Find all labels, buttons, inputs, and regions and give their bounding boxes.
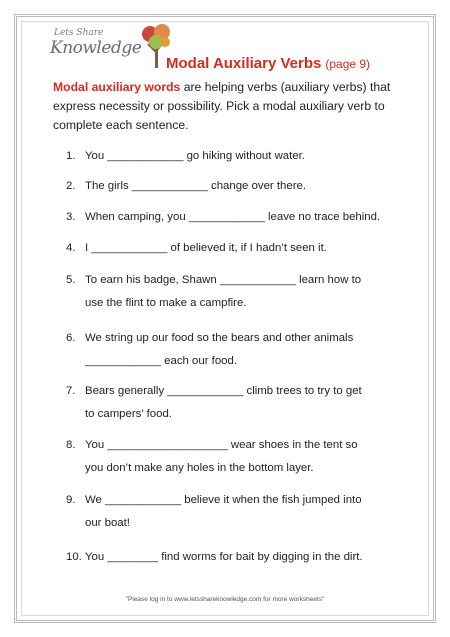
question-2 <box>66 180 306 192</box>
question-text-continued: our boat! <box>85 517 130 529</box>
question-number: 4. <box>66 242 76 254</box>
question-9 <box>66 494 362 529</box>
title-main: Modal Auxiliary Verbs <box>166 55 322 72</box>
question-text: I ____________ of believed it, if I hadn’t seen it. <box>85 242 327 254</box>
question-number: 9. <box>66 494 76 506</box>
question-7 <box>66 385 362 420</box>
question-10 <box>66 551 363 563</box>
question-number: 2. <box>66 180 76 192</box>
question-number: 7. <box>66 385 76 397</box>
question-text: To earn his badge, Shawn ____________ learn how to <box>85 274 362 286</box>
question-number: 8. <box>66 439 76 451</box>
logo-text-top: Lets Share <box>54 28 104 38</box>
question-8 <box>66 439 358 474</box>
question-text-continued: ____________ each our food. <box>85 355 238 367</box>
question-4 <box>66 242 327 254</box>
instructions <box>53 78 408 135</box>
question-text-continued: to campers’ food. <box>85 408 172 420</box>
question-number: 10. <box>66 551 82 563</box>
footer-note: "Please log in to www.letsshareknowledge.com for more worksheets" <box>125 596 325 603</box>
question-text-continued: you don’t make any holes in the bottom layer. <box>85 462 314 474</box>
question-5 <box>66 274 361 309</box>
question-text: We string up our food so the bears and other animals <box>85 332 354 344</box>
question-text: You ____________ go hiking without water. <box>85 150 305 162</box>
page-title <box>166 55 370 73</box>
question-text: When camping, you ____________ leave no trace behind. <box>85 211 381 223</box>
question-number: 3. <box>66 211 76 223</box>
question-1 <box>66 150 305 162</box>
question-number: 6. <box>66 332 76 344</box>
logo <box>40 22 175 76</box>
question-number: 5. <box>66 274 76 286</box>
question-text: You ________ find worms for bait by digging in the dirt. <box>85 551 363 563</box>
logo-text-main: Knowledge <box>50 38 142 58</box>
instructions-lead: Modal auxiliary words <box>53 80 181 94</box>
question-text-continued: use the flint to make a campfire. <box>85 297 247 309</box>
question-text: Bears generally ____________ climb trees to try to get <box>85 385 362 397</box>
question-number: 1. <box>66 150 76 162</box>
question-6 <box>66 332 353 367</box>
question-text: The girls ____________ change over there. <box>85 180 307 192</box>
instructions-text: are helping verbs (auxiliary verbs) that express necessity or possibility. Pick a modal auxiliary verb to complete each sentence. <box>53 80 391 132</box>
question-text: You ___________________ wear shoes in the tent so <box>85 439 358 451</box>
title-page-number: (page 9) <box>325 57 371 71</box>
question-3 <box>66 211 380 223</box>
question-text: We ____________ believe it when the fish jumped into <box>85 494 362 506</box>
